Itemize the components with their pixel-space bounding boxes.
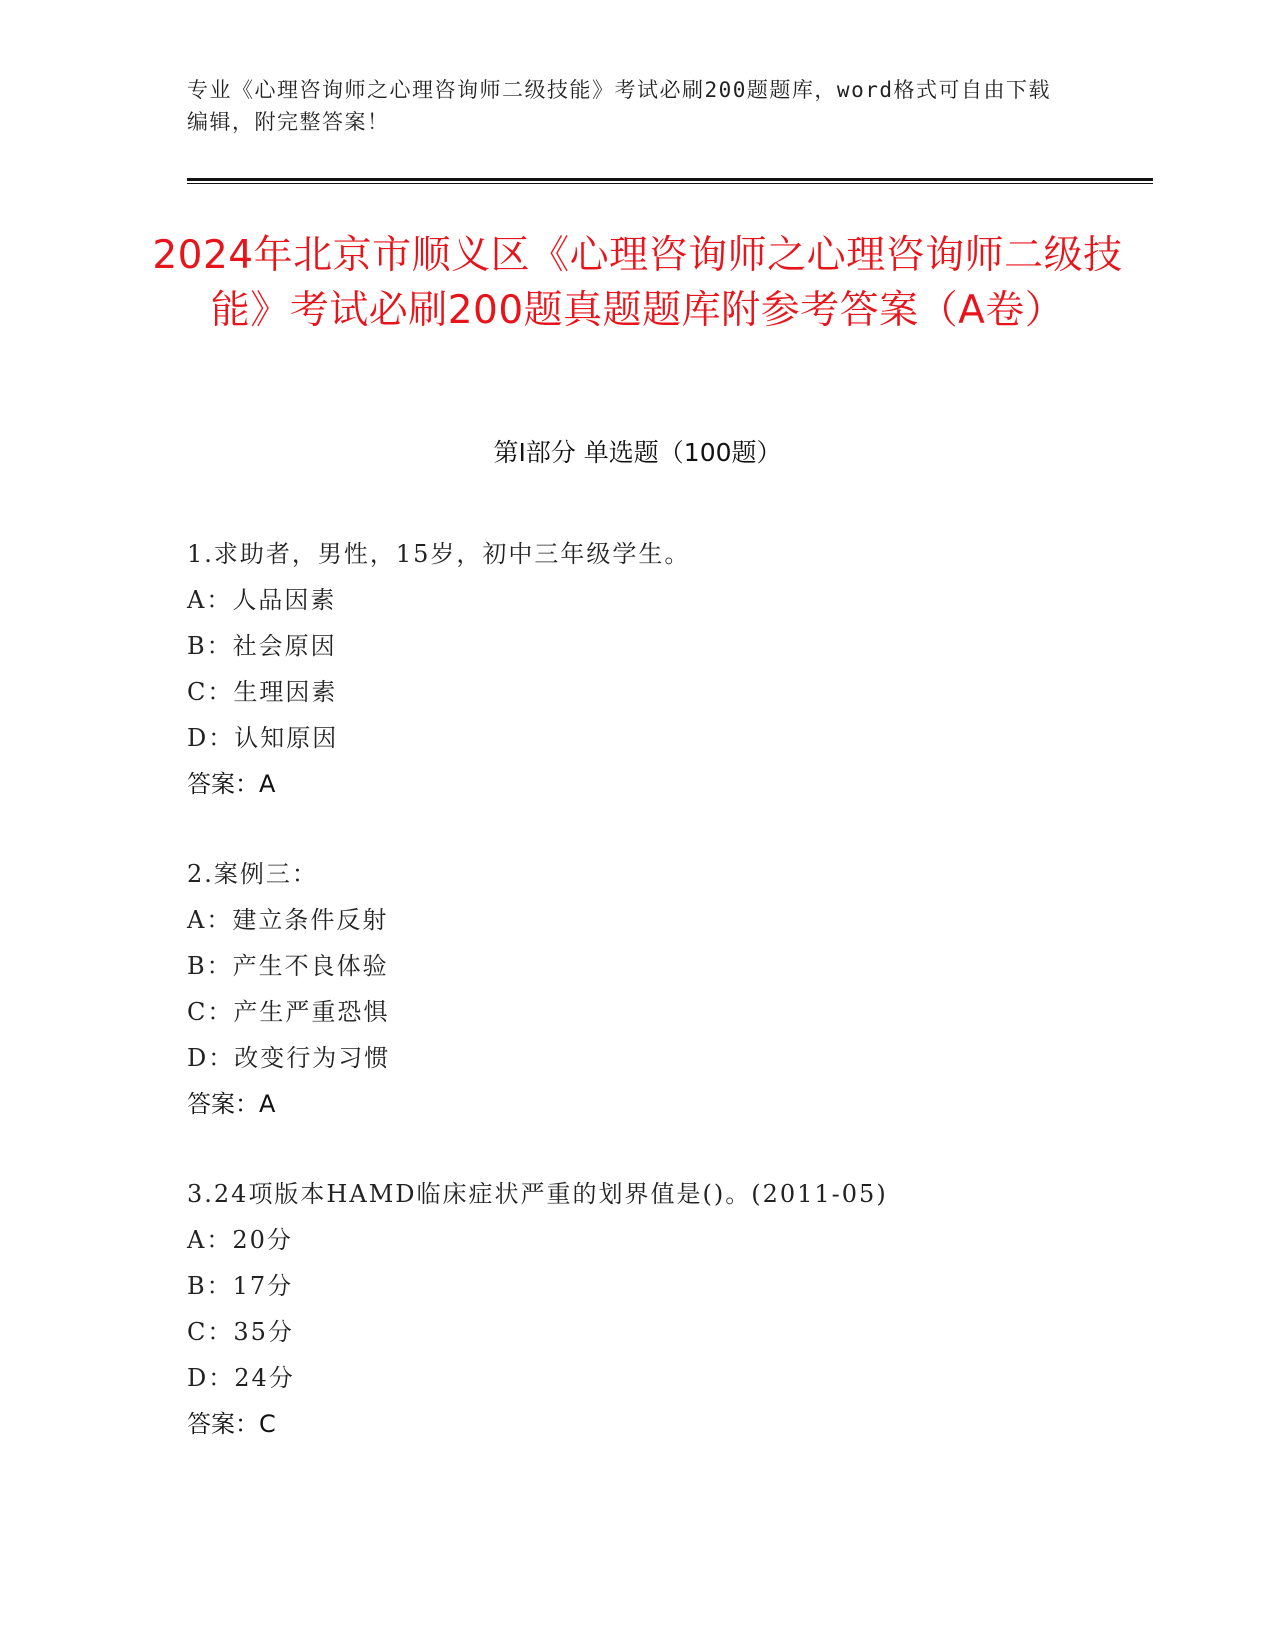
header-divider-thin — [187, 183, 1153, 184]
option-c: C：生理因素 — [187, 678, 338, 706]
answer-line: 答案：A — [187, 1090, 276, 1118]
question-stem: 1.求助者，男性，15岁，初中三年级学生。 — [187, 540, 691, 568]
option-b: B：产生不良体验 — [187, 952, 389, 980]
option-b: B：17分 — [187, 1272, 294, 1300]
header-divider-thick — [187, 178, 1153, 181]
option-c: C：35分 — [187, 1318, 294, 1346]
option-b: B：社会原因 — [187, 632, 337, 660]
option-a: A：人品因素 — [187, 586, 337, 614]
option-d: D：改变行为习惯 — [187, 1044, 391, 1072]
document-title: 2024年北京市顺义区《心理咨询师之心理咨询师二级技能》考试必刷200题真题题库附参考答案（A卷） — [152, 233, 1123, 333]
option-a: A：20分 — [187, 1226, 293, 1254]
option-d: D：认知原因 — [187, 724, 339, 752]
question-stem: 3.24项版本HAMD临床症状严重的划界值是()。(2011-05) — [187, 1180, 888, 1208]
option-a: A：建立条件反射 — [187, 906, 389, 934]
section-heading: 第I部分 单选题（100题） — [493, 438, 782, 467]
option-c: C：产生严重恐惧 — [187, 998, 390, 1026]
answer-line: 答案：A — [187, 770, 276, 798]
question-3 — [187, 1171, 1147, 1447]
question-2 — [187, 851, 1147, 1127]
answer-line: 答案：C — [187, 1410, 276, 1438]
question-1 — [187, 531, 1147, 807]
header-note: 专业《心理咨询师之心理咨询师二级技能》考试必刷200题题库，word格式可自由下载编辑，附完整答案！ — [187, 78, 1051, 134]
question-stem: 2.案例三： — [187, 860, 318, 888]
option-d: D：24分 — [187, 1364, 295, 1392]
